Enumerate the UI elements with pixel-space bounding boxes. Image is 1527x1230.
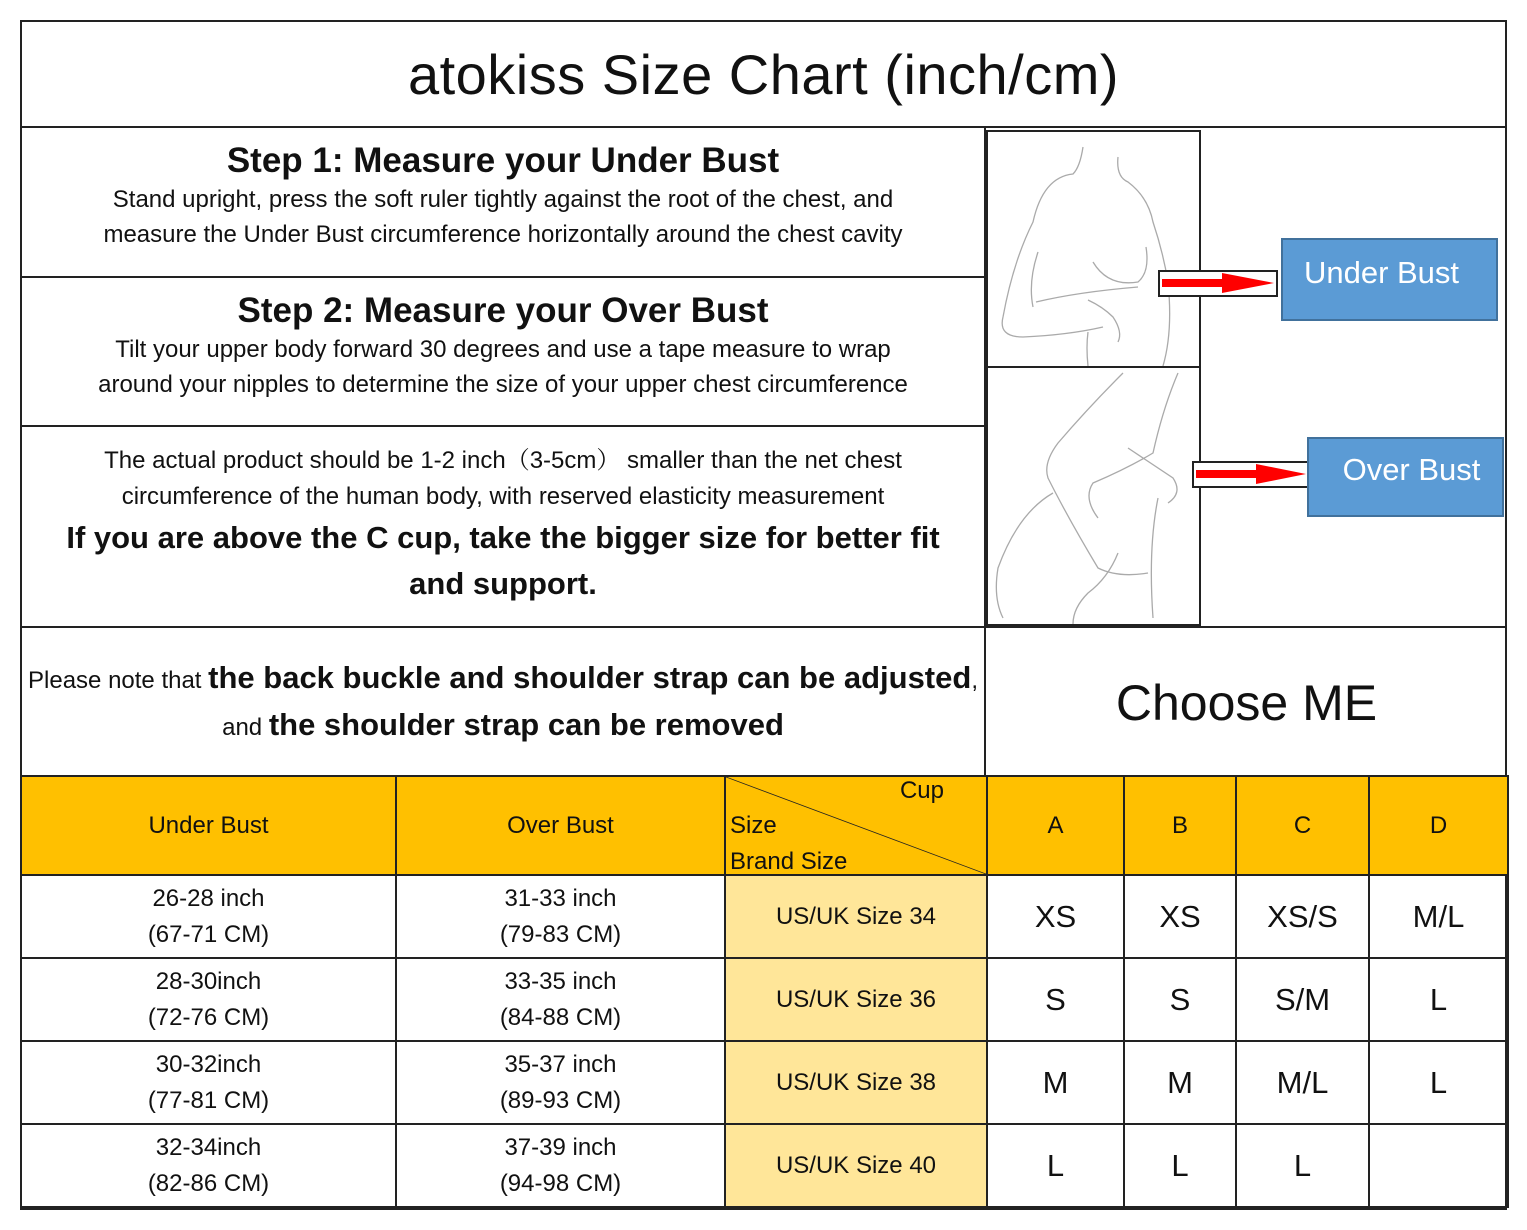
header-cup-b: B (1124, 776, 1236, 875)
over-bust-cell (396, 1041, 725, 1124)
over-bust-label-box (1307, 437, 1504, 517)
fit-note-bold-line2: and support. (409, 566, 597, 601)
adjust-mid: , and (222, 666, 978, 741)
over-inch: 31-33 inch (504, 884, 617, 912)
brand-size-cell: US/UK Size 36 (725, 958, 987, 1041)
header-cup-d: D (1369, 776, 1508, 875)
header-over-bust: Over Bust (396, 776, 725, 875)
over-inch: 33-35 inch (504, 967, 617, 995)
over-inch: 37-39 inch (504, 1133, 617, 1161)
torso-sketch-icon (988, 132, 1199, 366)
divider (20, 276, 986, 278)
fit-note-line1: The actual product should be 1-2 inch（3-5cm） smaller than the net chest (104, 447, 902, 474)
table-row (21, 875, 1508, 958)
adjust-prefix: Please note that (28, 666, 209, 694)
step1-text-line1: Stand upright, press the soft ruler tightly against the root of the chest, and (112, 186, 894, 213)
under-bust-cell (21, 958, 396, 1041)
header-brand-size-label: Brand Size (730, 848, 848, 875)
size-cell-b: XS (1124, 875, 1236, 958)
step1-section (22, 140, 984, 276)
under-bust-label: Under Bust (1303, 254, 1460, 290)
size-cell-b: M (1124, 1041, 1236, 1124)
header-under-bust: Under Bust (21, 776, 396, 875)
step2-section (22, 290, 984, 426)
over-cm: (94-98 CM) (499, 1169, 622, 1197)
size-cell-a: L (987, 1124, 1124, 1207)
over-bust-cell (396, 875, 725, 958)
under-inch: 32-34inch (155, 1133, 262, 1161)
right-arrow-icon (1160, 272, 1276, 295)
bending-figure-sketch-icon (988, 368, 1199, 624)
under-cm: (82-86 CM) (147, 1169, 270, 1197)
fit-note-section (22, 443, 984, 628)
right-arrow-icon (1194, 463, 1308, 486)
size-cell-c: L (1236, 1124, 1369, 1207)
size-cell-b: S (1124, 958, 1236, 1041)
size-cell-c: M/L (1236, 1041, 1369, 1124)
choose-me-text: Choose ME (1115, 674, 1378, 731)
under-cm: (72-76 CM) (147, 1003, 270, 1031)
fit-note-line2: circumference of the human body, with reserved elasticity measurement (121, 483, 885, 510)
under-bust-cell (21, 1124, 396, 1207)
under-cm: (67-71 CM) (147, 920, 270, 948)
size-cell-d: L (1369, 1041, 1508, 1124)
under-inch: 30-32inch (155, 1050, 262, 1078)
divider (20, 425, 986, 427)
header-cup-c: C (1236, 776, 1369, 875)
under-inch: 26-28 inch (152, 884, 265, 912)
size-cell-a: S (987, 958, 1124, 1041)
brand-size-cell: US/UK Size 40 (725, 1124, 987, 1207)
header-size-cup-diagonal (725, 776, 987, 875)
fit-note-bold-line1: If you are above the C cup, take the bigger size for better fit (66, 520, 940, 555)
under-bust-illustration (986, 130, 1201, 368)
size-cell-d: M/L (1369, 875, 1508, 958)
under-bust-arrow-box (1158, 270, 1278, 297)
step2-text-line2: around your nipples to determine the size of your upper chest circumference (98, 371, 908, 398)
under-bust-cell (21, 875, 396, 958)
size-cell-d: L (1369, 958, 1508, 1041)
brand-size-cell: US/UK Size 38 (725, 1041, 987, 1124)
over-bust-illustration (986, 366, 1201, 626)
step2-heading: Step 2: Measure your Over Bust (237, 291, 769, 330)
table-row (21, 1041, 1508, 1124)
size-table (20, 775, 1509, 1208)
header-size-label: Size (730, 812, 777, 839)
under-cm: (77-81 CM) (147, 1086, 270, 1114)
header-cup-label: Cup (899, 777, 944, 804)
table-row (21, 958, 1508, 1041)
over-bust-cell (396, 1124, 725, 1207)
over-bust-label: Over Bust (1342, 452, 1481, 487)
size-cell-a: M (987, 1041, 1124, 1124)
brand-size-cell: US/UK Size 34 (725, 875, 987, 958)
header-cup-a: A (987, 776, 1124, 875)
size-cell-c: XS/S (1236, 875, 1369, 958)
size-cell-b: L (1124, 1124, 1236, 1207)
over-cm: (79-83 CM) (499, 920, 622, 948)
over-bust-cell (396, 958, 725, 1041)
page-title: atokiss Size Chart (inch/cm) (407, 42, 1120, 106)
adjustment-note (22, 630, 984, 775)
table-header-row (21, 776, 1508, 875)
over-cm: (84-88 CM) (499, 1003, 622, 1031)
size-cell-c: S/M (1236, 958, 1369, 1041)
step2-text-line1: Tilt your upper body forward 30 degrees and use a tape measure to wrap (115, 336, 891, 363)
size-cell-a: XS (987, 875, 1124, 958)
over-bust-arrow-box (1192, 461, 1310, 488)
step1-heading: Step 1: Measure your Under Bust (226, 141, 780, 180)
adjust-bold2: the shoulder strap can be removed (268, 706, 784, 742)
table-row (21, 1124, 1508, 1207)
divider (20, 626, 1507, 628)
adjust-bold1: the back buckle and shoulder strap can be adjusted (208, 659, 972, 695)
over-inch: 35-37 inch (504, 1050, 617, 1078)
size-cell-d (1369, 1124, 1508, 1207)
divider (20, 126, 1507, 128)
under-bust-label-box (1281, 238, 1498, 321)
over-cm: (89-93 CM) (499, 1086, 622, 1114)
under-bust-cell (21, 1041, 396, 1124)
under-inch: 28-30inch (155, 967, 262, 995)
step1-text-line2: measure the Under Bust circumference horizontally around the chest cavity (103, 221, 903, 248)
